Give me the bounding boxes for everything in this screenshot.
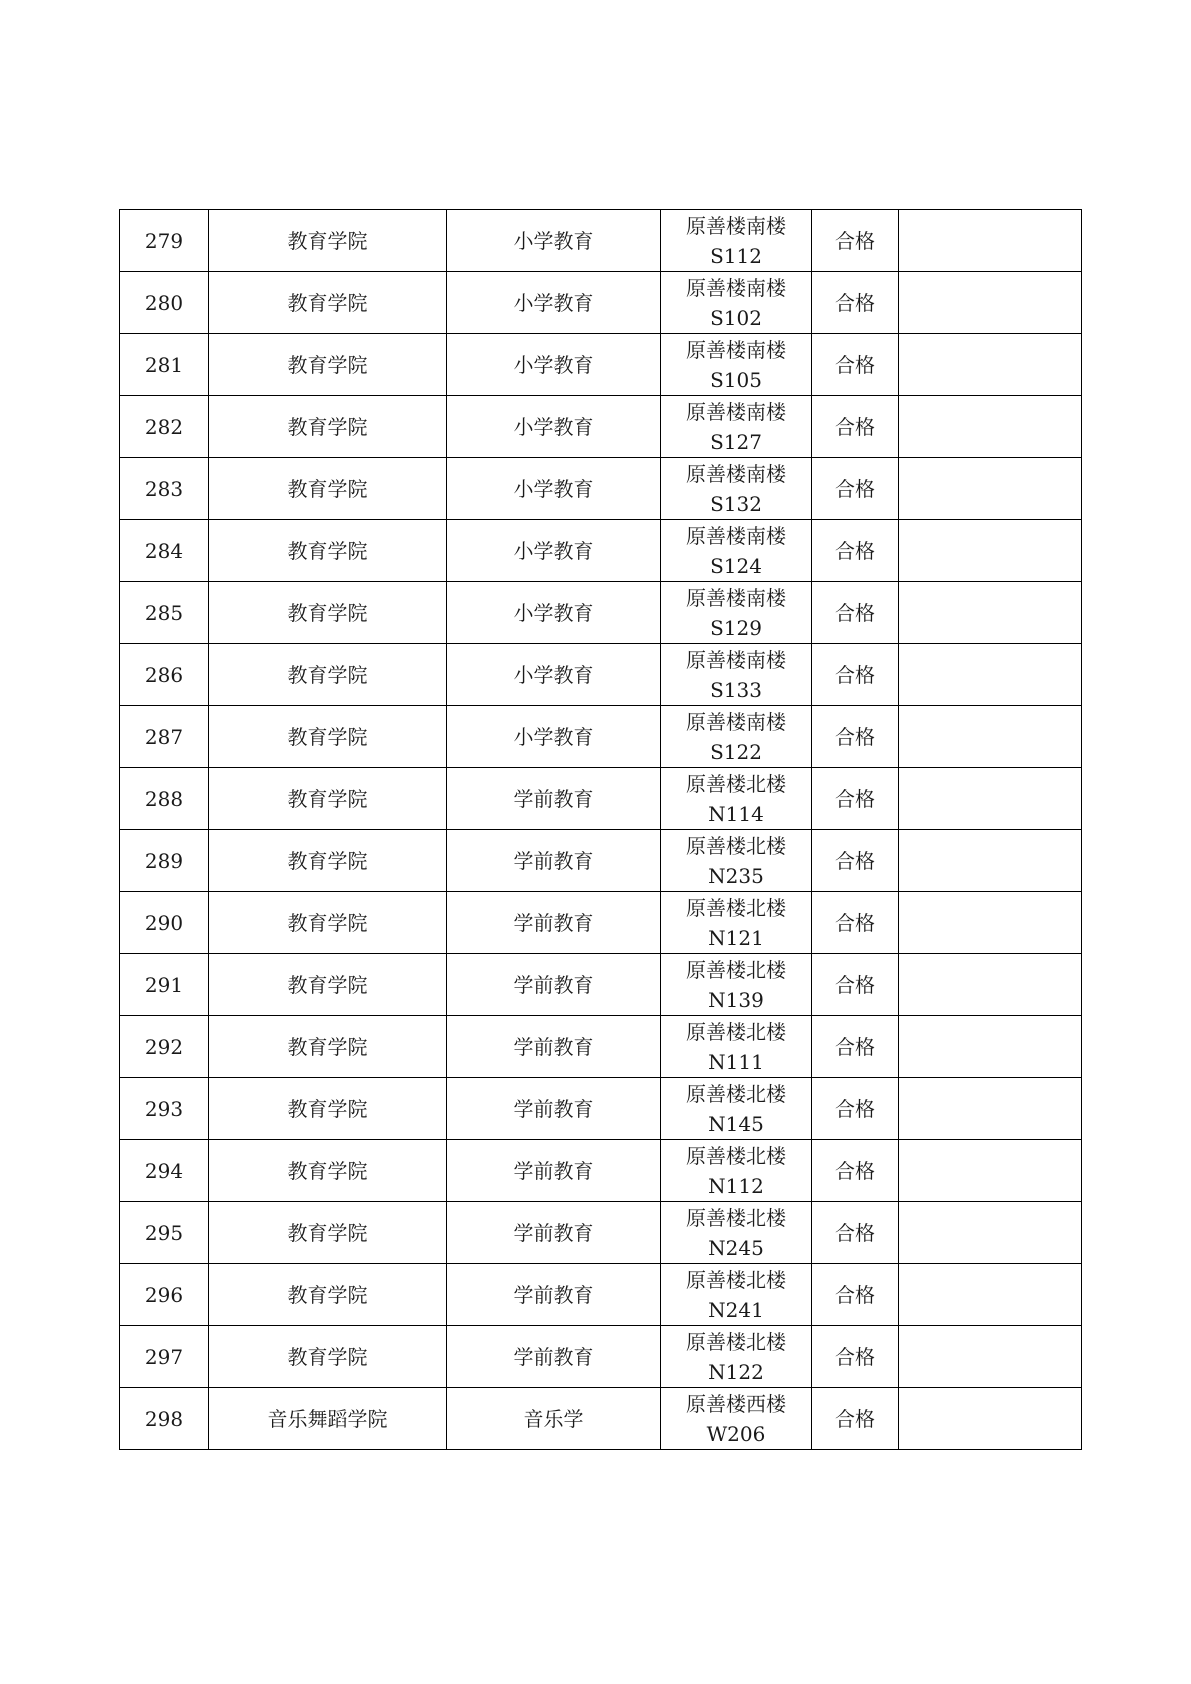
building-name: 原善楼北楼 [686,957,786,982]
result-cell: 合格 [812,1078,899,1140]
room-number: W206 [706,1421,766,1446]
location-cell [661,1140,812,1202]
row-number-cell: 285 [120,582,209,644]
major-cell: 小学教育 [447,458,661,520]
result-cell: 合格 [812,830,899,892]
room-number: N145 [708,1111,764,1136]
note-cell [899,1326,1082,1388]
college-cell: 教育学院 [209,830,447,892]
major-cell: 小学教育 [447,706,661,768]
row-number-cell: 282 [120,396,209,458]
note-cell [899,954,1082,1016]
room-number: N112 [708,1173,764,1198]
result-cell: 合格 [812,706,899,768]
note-cell [899,1264,1082,1326]
row-number-cell: 288 [120,768,209,830]
row-number-cell: 297 [120,1326,209,1388]
building-name: 原善楼北楼 [686,1205,786,1230]
college-cell: 教育学院 [209,334,447,396]
row-number-cell: 291 [120,954,209,1016]
location-cell [661,582,812,644]
row-number-cell: 290 [120,892,209,954]
location-cell [661,396,812,458]
major-cell: 小学教育 [447,644,661,706]
major-cell: 小学教育 [447,520,661,582]
note-cell [899,1388,1082,1450]
major-cell: 音乐学 [447,1388,661,1450]
row-number-cell: 286 [120,644,209,706]
building-name: 原善楼南楼 [686,709,786,734]
table-row [120,210,1082,272]
table-row [120,1140,1082,1202]
note-cell [899,210,1082,272]
room-number: N122 [708,1359,764,1384]
row-number-cell: 295 [120,1202,209,1264]
location-cell [661,334,812,396]
note-cell [899,458,1082,520]
result-cell: 合格 [812,768,899,830]
note-cell [899,1078,1082,1140]
note-cell [899,520,1082,582]
table-row [120,1388,1082,1450]
result-cell: 合格 [812,1016,899,1078]
building-name: 原善楼北楼 [686,1019,786,1044]
college-cell: 教育学院 [209,892,447,954]
result-cell: 合格 [812,458,899,520]
table-row [120,892,1082,954]
location-cell [661,830,812,892]
building-name: 原善楼北楼 [686,1143,786,1168]
building-name: 原善楼南楼 [686,399,786,424]
note-cell [899,582,1082,644]
table-row [120,1264,1082,1326]
note-cell [899,706,1082,768]
college-cell: 教育学院 [209,272,447,334]
table-row [120,830,1082,892]
major-cell: 学前教育 [447,1264,661,1326]
table-row [120,396,1082,458]
result-cell: 合格 [812,334,899,396]
major-cell: 学前教育 [447,892,661,954]
room-number: N114 [708,801,764,826]
location-cell [661,1388,812,1450]
row-number-cell: 287 [120,706,209,768]
room-number: N111 [708,1049,764,1074]
building-name: 原善楼北楼 [686,771,786,796]
result-cell: 合格 [812,210,899,272]
major-cell: 学前教育 [447,1016,661,1078]
college-cell: 教育学院 [209,458,447,520]
major-cell: 学前教育 [447,830,661,892]
college-cell: 教育学院 [209,582,447,644]
table-row [120,520,1082,582]
major-cell: 学前教育 [447,1078,661,1140]
building-name: 原善楼北楼 [686,1329,786,1354]
note-cell [899,272,1082,334]
college-cell: 教育学院 [209,1078,447,1140]
note-cell [899,1140,1082,1202]
building-name: 原善楼北楼 [686,1081,786,1106]
result-cell: 合格 [812,1326,899,1388]
location-cell [661,644,812,706]
room-number: S133 [710,677,762,702]
result-cell: 合格 [812,520,899,582]
table-row [120,768,1082,830]
room-number: S132 [710,491,762,516]
major-cell: 学前教育 [447,1326,661,1388]
location-cell [661,768,812,830]
college-cell: 教育学院 [209,1264,447,1326]
location-cell [661,892,812,954]
table-row [120,1326,1082,1388]
major-cell: 小学教育 [447,396,661,458]
result-cell: 合格 [812,1388,899,1450]
building-name: 原善楼南楼 [686,213,786,238]
result-cell: 合格 [812,396,899,458]
row-number-cell: 293 [120,1078,209,1140]
room-number: N245 [708,1235,764,1260]
row-number-cell: 284 [120,520,209,582]
result-cell: 合格 [812,1202,899,1264]
building-name: 原善楼北楼 [686,895,786,920]
college-cell: 教育学院 [209,768,447,830]
note-cell [899,644,1082,706]
row-number-cell: 296 [120,1264,209,1326]
building-name: 原善楼北楼 [686,833,786,858]
table-row [120,644,1082,706]
row-number-cell: 283 [120,458,209,520]
note-cell [899,830,1082,892]
location-cell [661,210,812,272]
table-row [120,458,1082,520]
note-cell [899,1202,1082,1264]
building-name: 原善楼北楼 [686,1267,786,1292]
college-cell: 教育学院 [209,396,447,458]
table-row [120,1202,1082,1264]
note-cell [899,334,1082,396]
location-cell [661,1326,812,1388]
inspection-table [119,209,1082,1450]
major-cell: 小学教育 [447,582,661,644]
building-name: 原善楼南楼 [686,461,786,486]
row-number-cell: 298 [120,1388,209,1450]
major-cell: 学前教育 [447,768,661,830]
table-row [120,582,1082,644]
table-row [120,1078,1082,1140]
room-number: S122 [710,739,762,764]
result-cell: 合格 [812,644,899,706]
table-row [120,1016,1082,1078]
room-number: S102 [710,305,762,330]
room-number: S105 [710,367,762,392]
location-cell [661,954,812,1016]
location-cell [661,458,812,520]
major-cell: 学前教育 [447,1140,661,1202]
major-cell: 小学教育 [447,334,661,396]
table-row [120,706,1082,768]
row-number-cell: 279 [120,210,209,272]
inspection-table-body [120,210,1082,1450]
major-cell: 小学教育 [447,272,661,334]
location-cell [661,1264,812,1326]
location-cell [661,1202,812,1264]
room-number: S124 [710,553,762,578]
building-name: 原善楼南楼 [686,523,786,548]
location-cell [661,706,812,768]
college-cell: 教育学院 [209,1016,447,1078]
table-row [120,954,1082,1016]
result-cell: 合格 [812,892,899,954]
row-number-cell: 280 [120,272,209,334]
location-cell [661,1016,812,1078]
location-cell [661,272,812,334]
room-number: N241 [708,1297,764,1322]
college-cell: 音乐舞蹈学院 [209,1388,447,1450]
room-number: S129 [710,615,762,640]
college-cell: 教育学院 [209,520,447,582]
row-number-cell: 294 [120,1140,209,1202]
building-name: 原善楼西楼 [686,1391,786,1416]
table-row [120,334,1082,396]
college-cell: 教育学院 [209,706,447,768]
room-number: S127 [710,429,762,454]
major-cell: 小学教育 [447,210,661,272]
result-cell: 合格 [812,1140,899,1202]
building-name: 原善楼南楼 [686,585,786,610]
building-name: 原善楼南楼 [686,647,786,672]
college-cell: 教育学院 [209,1202,447,1264]
row-number-cell: 289 [120,830,209,892]
major-cell: 学前教育 [447,1202,661,1264]
row-number-cell: 292 [120,1016,209,1078]
college-cell: 教育学院 [209,954,447,1016]
major-cell: 学前教育 [447,954,661,1016]
row-number-cell: 281 [120,334,209,396]
room-number: N235 [708,863,764,888]
building-name: 原善楼南楼 [686,337,786,362]
college-cell: 教育学院 [209,210,447,272]
room-number: N121 [708,925,764,950]
college-cell: 教育学院 [209,1326,447,1388]
room-number: N139 [708,987,764,1012]
table-row [120,272,1082,334]
note-cell [899,1016,1082,1078]
note-cell [899,768,1082,830]
result-cell: 合格 [812,272,899,334]
room-number: S112 [710,243,762,268]
result-cell: 合格 [812,954,899,1016]
location-cell [661,1078,812,1140]
result-cell: 合格 [812,582,899,644]
college-cell: 教育学院 [209,644,447,706]
building-name: 原善楼南楼 [686,275,786,300]
note-cell [899,396,1082,458]
college-cell: 教育学院 [209,1140,447,1202]
note-cell [899,892,1082,954]
location-cell [661,520,812,582]
result-cell: 合格 [812,1264,899,1326]
